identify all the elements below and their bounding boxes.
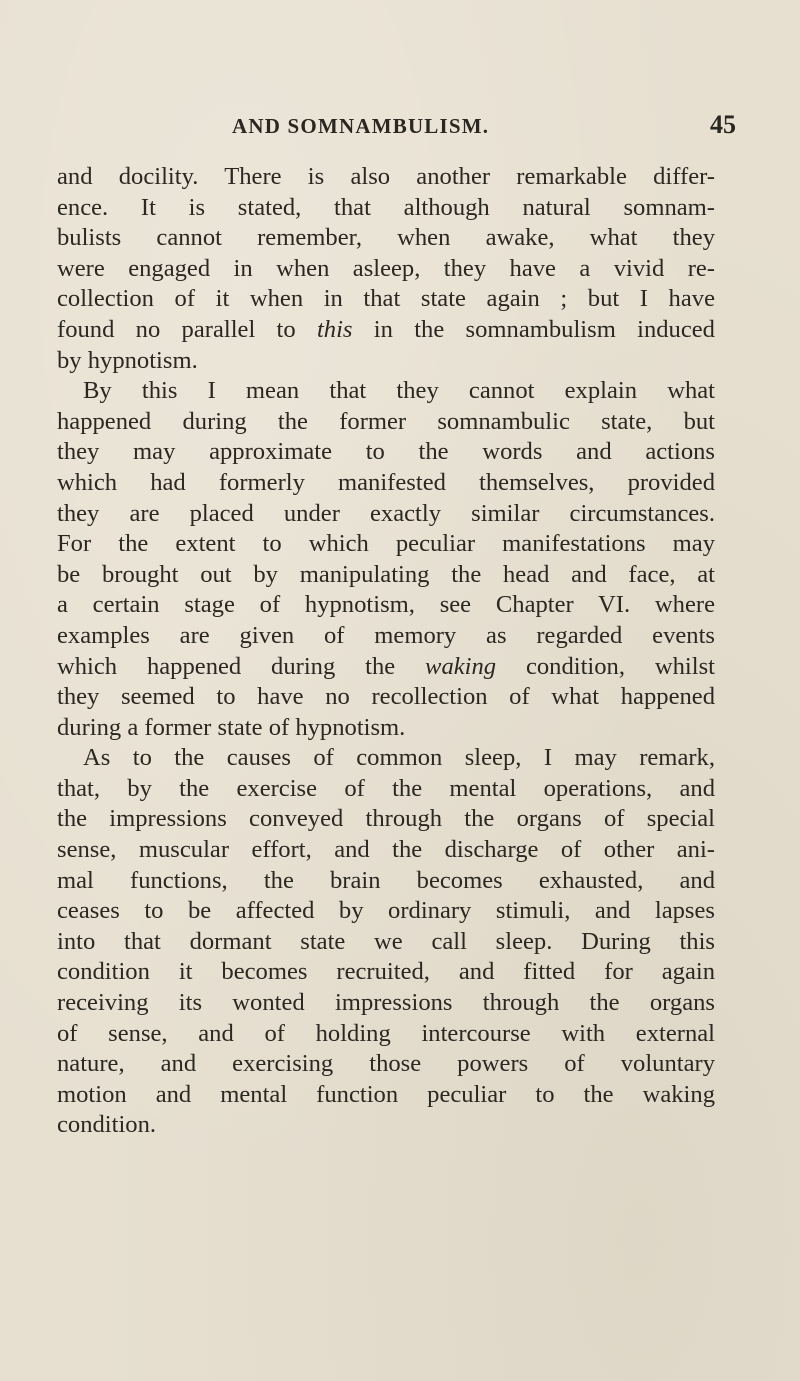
text-line: sense, muscular effort, and the discharge of other ani- [57,836,715,864]
text-line: condition it becomes recruited, and fitted for again [57,958,715,986]
text-line: ence. It is stated, that although natural somnam- [57,193,715,221]
text-line: happened during the former somnambulic state, but [57,407,715,435]
text-line: that, by the exercise of the mental operations, and [57,774,715,802]
text-line: mal functions, the brain becomes exhausted, and [57,866,715,894]
text-line: the impressions conveyed through the organs of special [57,805,715,833]
text-line: motion and mental function peculiar to the waking [57,1080,715,1108]
text-line: For the extent to which peculiar manifestations may [57,530,715,558]
body-text [57,162,715,1141]
text-line: be brought out by manipulating the head and face, at [57,560,715,588]
text-line: they seemed to have no recollection of what happened [57,683,715,711]
text-line: they are placed under exactly similar circumstances. [57,499,715,527]
text-line: they may approximate to the words and actions [57,438,715,466]
paragraph-3 [57,743,715,1141]
text-line: during a former state of hypnotism. [57,713,406,741]
text-line: were engaged in when asleep, they have a vivid re- [57,254,715,282]
text-line: collection of it when in that state again ; but I have [57,285,715,313]
paragraph-2 [57,376,715,743]
running-title: AND SOMNAMBULISM. [232,114,490,138]
text-line: As to the causes of common sleep, I may remark, [83,744,715,772]
page-number: 45 [710,110,736,139]
text-line: examples are given of memory as regarded events [57,621,715,649]
text-line: By this I mean that they cannot explain what [83,377,715,405]
text-line-with-italic: found no parallel to this in the somnambulism induced [57,315,715,343]
text-line-with-italic: which happened during the waking condition, whilst [57,652,715,680]
paragraph-1 [57,162,715,376]
text-line: ceases to be affected by ordinary stimuli, and lapses [57,897,715,925]
text-line: receiving its wonted impressions through the organs [57,989,715,1017]
italic-word: waking [425,652,497,680]
italic-word: this [316,315,353,343]
text-line: which had formerly manifested themselves, provided [57,468,715,496]
text-line: of sense, and of holding intercourse with external [57,1019,715,1047]
text-line: condition. [57,1111,157,1139]
text-line: nature, and exercising those powers of voluntary [57,1050,715,1078]
text-line: and docility. There is also another remarkable differ- [57,163,715,190]
text-line: into that dormant state we call sleep. During this [57,927,715,955]
running-head [0,110,800,150]
text-line: bulists cannot remember, when awake, what they [57,224,715,252]
text-line: a certain stage of hypnotism, see Chapter VI. where [57,591,715,619]
text-line: by hypnotism. [57,346,198,374]
